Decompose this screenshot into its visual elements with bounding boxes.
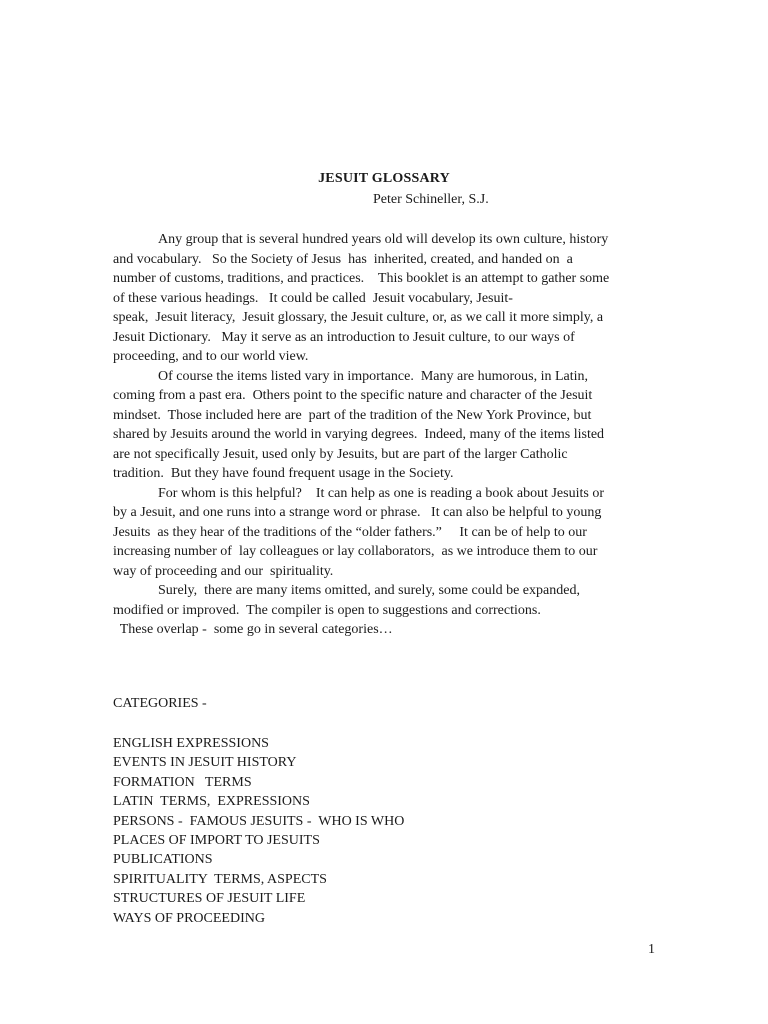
body-line: coming from a past era. Others point to the specific nature and character of the Jesuit — [113, 388, 593, 403]
body-line: tradition. But they have found frequent usage in the Society. — [113, 466, 454, 481]
body-line: shared by Jesuits around the world in varying degrees. Indeed, many of the items listed — [113, 427, 605, 442]
document-title: JESUIT GLOSSARY — [318, 171, 450, 186]
body-line: are not specifically Jesuit, used only by Jesuits, but are part of the larger Catholic — [113, 446, 568, 462]
category-item: WAYS OF PROCEEDING — [113, 910, 265, 926]
body-line: Jesuit Dictionary. May it serve as an introduction to Jesuit culture, to our ways of — [113, 329, 575, 345]
category-item: EVENTS IN JESUIT HISTORY — [113, 755, 297, 771]
body-line: speak, Jesuit literacy, Jesuit glossary, the Jesuit culture, or, as we call it more simply, a — [113, 310, 604, 325]
category-item: PUBLICATIONS — [113, 852, 213, 868]
category-item: ENGLISH EXPRESSIONS — [113, 736, 269, 751]
body-line: modified or improved. The compiler is open to suggestions and corrections. — [113, 602, 541, 618]
category-item: FORMATION TERMS — [113, 774, 252, 790]
body-line: For whom is this helpful? It can help as one is reading a book about Jesuits or — [158, 485, 604, 501]
categories-heading: CATEGORIES - — [113, 696, 207, 711]
categories-list — [113, 734, 404, 928]
category-item: PERSONS - FAMOUS JESUITS - WHO IS WHO — [113, 813, 405, 829]
body-line: Jesuits as they hear of the traditions of the “older fathers.” It can be of help to our — [113, 524, 587, 540]
body-line: and vocabulary. So the Society of Jesus has inherited, created, and handed on a — [113, 251, 573, 267]
body-line: mindset. Those included here are part of the tradition of the New York Province, but — [113, 407, 592, 423]
category-item: STRUCTURES OF JESUIT LIFE — [113, 891, 306, 907]
body-line: These overlap - some go in several categories… — [113, 622, 393, 637]
category-item: PLACES OF IMPORT TO JESUITS — [113, 833, 320, 849]
body-line: way of proceeding and our spirituality. — [113, 563, 334, 579]
body-line: number of customs, traditions, and practices. This booklet is an attempt to gather some — [113, 271, 610, 286]
body-line: proceeding, and to our world view. — [113, 349, 309, 364]
category-item: SPIRITUALITY TERMS, ASPECTS — [113, 871, 327, 887]
category-item: LATIN TERMS, EXPRESSIONS — [113, 794, 310, 810]
body-line: by a Jesuit, and one runs into a strange word or phrase. It can also be helpful to young — [113, 505, 602, 520]
body-line: Any group that is several hundred years old will develop its own culture, history — [158, 232, 609, 247]
body-line: Surely, there are many items omitted, and surely, some could be expanded, — [158, 583, 580, 598]
body-line: of these various headings. It could be called Jesuit vocabulary, Jesuit- — [113, 290, 513, 306]
introduction-text — [113, 230, 653, 640]
body-line: Of course the items listed vary in importance. Many are humorous, in Latin, — [158, 368, 589, 384]
page-number: 1 — [648, 942, 655, 957]
document-author: Peter Schineller, S.J. — [373, 192, 489, 207]
body-line: increasing number of lay colleagues or lay collaborators, as we introduce them to our — [113, 544, 598, 559]
